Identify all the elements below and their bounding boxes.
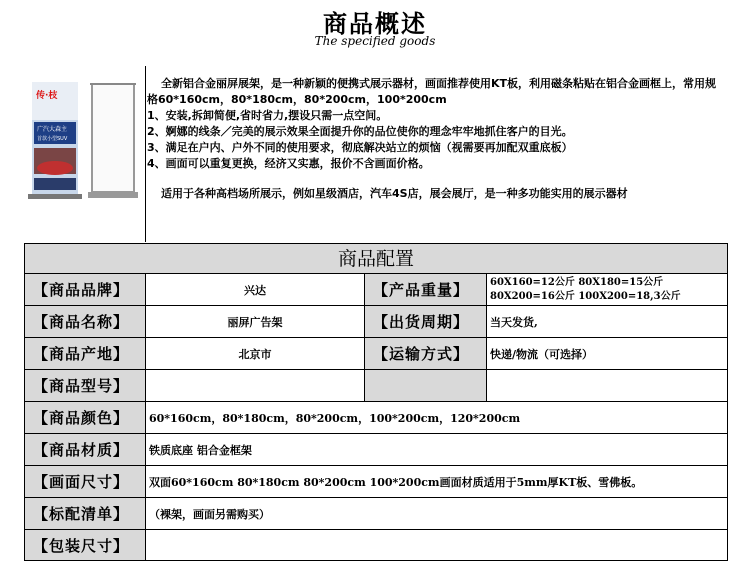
- table-row: [25, 370, 727, 402]
- weight-value: [487, 274, 727, 305]
- intro-point-1: 1、安装,拆卸简便,省时省力,摆设只需一点空间。: [147, 109, 388, 122]
- table-row: [25, 434, 727, 466]
- package-size-label: 【包装尺寸】: [25, 530, 146, 560]
- brand-value: 兴达: [146, 274, 365, 305]
- table-row: [25, 466, 727, 498]
- table-row: [25, 306, 727, 338]
- origin-label: 【商品产地】: [25, 338, 146, 369]
- package-size-value: [146, 530, 727, 560]
- shipping-label: 【运输方式】: [365, 338, 487, 369]
- table-row: [25, 530, 727, 560]
- standard-list-label: 【标配清单】: [25, 498, 146, 529]
- poster-text-1: 广汽大森主: [37, 126, 68, 133]
- color-label: 【商品颜色】: [25, 402, 146, 433]
- brand-label: 【商品品牌】: [25, 274, 146, 305]
- shipping-value: 快递/物流（可选择）: [490, 347, 594, 361]
- name-value: 丽屏广告架: [146, 306, 365, 337]
- name-label: 【商品名称】: [25, 306, 146, 337]
- empty-label-cell: [365, 370, 487, 401]
- size-label: 【画面尺寸】: [25, 466, 146, 497]
- intro-text: [147, 76, 717, 202]
- divider-line: [145, 66, 146, 242]
- weight-line-1: 60X160=12公斤 80X180=15公斤: [490, 276, 664, 288]
- size-value: 双面60*160cm 80*180cm 80*200cm 100*200cm画面材质适用于5mm厚KT板、雪佛板。: [149, 475, 643, 489]
- page-subtitle: The specified goods: [314, 34, 436, 48]
- weight-line-2: 80X200=16公斤 100X200=18,3公斤: [490, 290, 681, 302]
- table-row: [25, 338, 727, 370]
- product-image: [24, 78, 142, 200]
- intro-lead: 全新铝合金丽屏展架，是一种新颖的便携式展示器材，画面推荐使用KT板，利用磁条粘贴在铝合金画框上，常用规格60*160cm，80*180cm，80*200cm，100*200cm: [147, 77, 717, 106]
- table-row: [25, 274, 727, 306]
- poster-text-2: 首款小型SUV: [37, 136, 68, 142]
- standard-list-value: （裸架，画面另需购买）: [149, 507, 270, 521]
- model-value: [146, 370, 365, 401]
- origin-value: 北京市: [146, 338, 365, 369]
- color-value: 60*160cm，80*180cm，80*200cm，100*200cm，120*200cm: [149, 411, 521, 425]
- page-title: 商品概述: [323, 10, 427, 38]
- intro-section: [24, 66, 724, 242]
- spec-table: [24, 243, 728, 561]
- intro-usage: 适用于各种高档场所展示，例如星级酒店，汽车4S店，展会展厅，是一种多功能实用的展示器材: [161, 187, 628, 200]
- cycle-label: 【出货周期】: [365, 306, 487, 337]
- intro-point-3: 3、满足在户内、户外不同的使用要求，彻底解决站立的烦恼（视需要再加配双重底板）: [147, 141, 573, 154]
- svg-text:传·枝: 传·枝: [36, 91, 58, 101]
- material-label: 【商品材质】: [25, 434, 146, 465]
- weight-label: 【产品重量】: [365, 274, 487, 305]
- intro-point-4: 4、画面可以重复更换，经济又实惠，报价不含画面价格。: [147, 157, 430, 170]
- cycle-value: 当天发货,: [490, 315, 538, 329]
- spec-table-title: 商品配置: [25, 244, 727, 274]
- table-row: [25, 498, 727, 530]
- empty-value-cell: [487, 370, 727, 401]
- table-row: [25, 402, 727, 434]
- material-value: 铁质底座 铝合金框架: [149, 443, 252, 457]
- model-label: 【商品型号】: [25, 370, 146, 401]
- intro-point-2: 2、婀娜的线条／完美的展示效果全面提升你的品位使你的理念牢牢地抓住客户的目光。: [147, 125, 573, 138]
